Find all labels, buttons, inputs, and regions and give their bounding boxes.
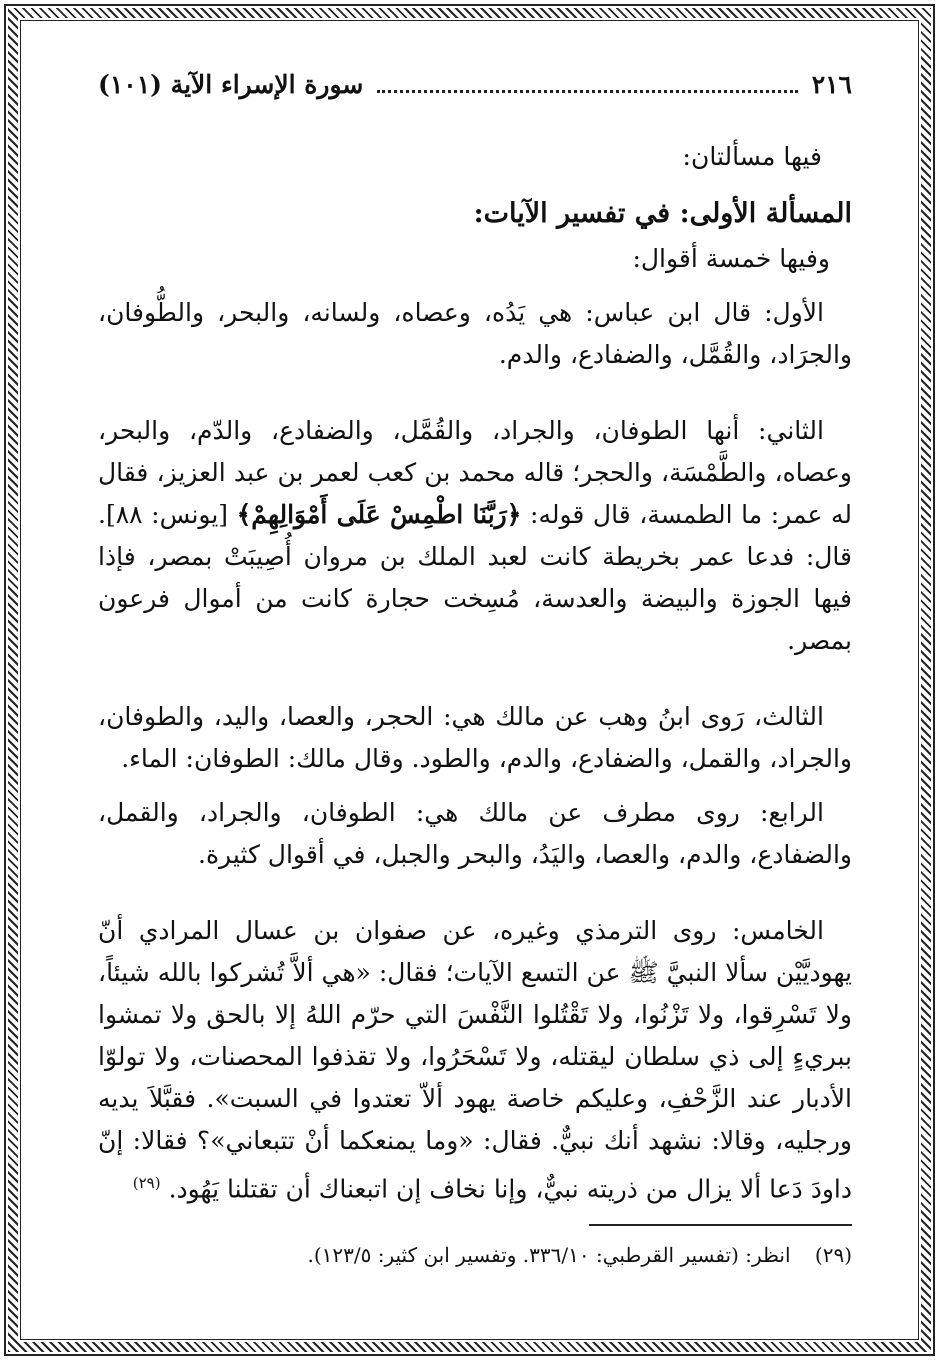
paragraph-fourth: الرابع: روى مطرف عن مالك هي: الطوفان، والجراد، والقمل، والضفادع، والدم، والعصا، واليَدُ، والبحر والجبل، في أقوال كثيرة. (98, 798, 852, 869)
section-intro: وفيها خمسة أقوال: (632, 244, 830, 273)
footnote-separator (589, 1224, 852, 1226)
page-content (98, 70, 852, 1210)
header-dot-leader (377, 89, 797, 93)
footnote-number: (٢٩) (814, 1243, 852, 1267)
paragraph-first: الأول: قال ابن عباس: هي يَدُه، وعصاه، ولسانه، والبحر، والطُّوفان، والجرَاد، والقُمَّل، والضفادع، والدم. (98, 298, 852, 369)
section-heading: المسألة الأولى: في تفسير الآيات: (473, 198, 852, 229)
running-header (98, 70, 852, 110)
paragraph-fifth-text: الخامس: روى الترمذي وغيره، عن صفوان بن عسال المرادي أنّ يهوديَّيْن سألا النبيَّ ﷺ عن التسع الآيات؛ فقال: «هي ألاَّ تُشركوا بالله شيئاً، ولا تَسْرِقوا، ولا تَزْنُوا، ولا تَقْتُلوا النَّفْسَ التي حرّم اللهُ إلا بالحق ولا تمشوا ببريءٍ إلى ذي سلطان ليقتله، ولا تَسْحَرُوا، ولا تقذفوا المحصنات، ولا تولوّا الأدبار عند الزَّحْفِ، وعليكم خاصة يهود ألاّ تعتدوا في السبت». فقبَّلاَ يديه ورجليه، وقالا: نشهد أنك نبيٌّ. فقال: «وما يمنعكما أنْ تتبعاني»؟ فقالا: إنّ داودَ دَعا ألا يزال من ذريته نبيٌّ، وإنا نخاف إن اتبعناك أن تقتلنا يَهُود. (98, 916, 852, 1204)
footnote (98, 1240, 852, 1270)
quran-verse: ﴿رَبَّنَا اطْمِسْ عَلَى أَمْوَالِهِمْ﴾ (236, 500, 522, 529)
page-number: ٢١٦ (811, 70, 852, 99)
paragraph-second (98, 410, 852, 662)
paragraph-second-part-b: [يونس: ٨٨]. قال: فدعا عمر بخريطة كانت لعبد الملك بن مروان أُصِيبَتْ بمصر، فإذا فيها الجوزة والبيضة والعدسة، مُسِخت حجارة كانت من أموال فرعون بمصر. (98, 500, 852, 655)
paragraph-second-part-a: الثاني: أنها الطوفان، والجراد، والقُمَّل، والضفادع، والدّم، والبحر، وعصاه، والطَّمْسَة، والحجر؛ قاله محمد بن كعب لعمر بن عبد العزيز، فقال له عمر: ما الطمسة، قال قوله: (98, 416, 852, 529)
header-title: سورة الإسراء الآية (١٠١) (98, 70, 364, 99)
intro-line: فيها مسألتان: (682, 142, 822, 171)
paragraph-third: الثالث، رَوى ابنُ وهب عن مالك هي: الحجر، والعصا، واليد، والطوفان، والجراد، والقمل، والضفادع، والدم، والطود. وقال مالك: الطوفان: الماء. (98, 702, 852, 773)
footnote-reference: (٢٩) (132, 1174, 161, 1192)
paragraph-fifth (98, 910, 852, 1210)
footnote-text: انظر: (تفسير القرطبي: ٣٣٦/١٠. وتفسير ابن كثير: ١٢٣/٥). (307, 1243, 791, 1267)
